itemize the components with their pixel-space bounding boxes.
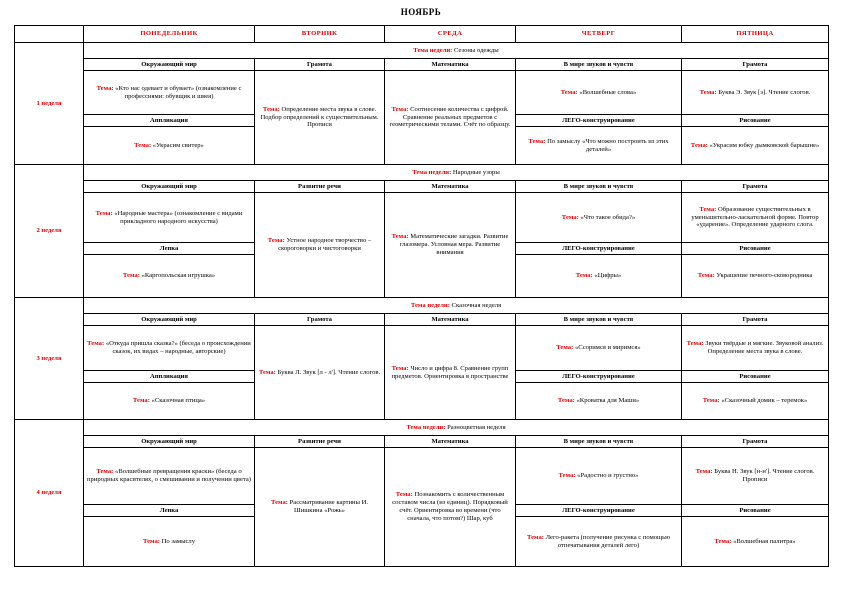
activity-text: Украшение печного-сковородника: [716, 272, 813, 280]
tema-label: Тема:: [95, 209, 113, 217]
wednesday-activity: [385, 448, 516, 567]
activity-text: «Волшебные слова»: [579, 88, 637, 96]
activity-text: «Откуда пришла сказка?» (беседа о происхождении сказок, их видах – народные, авторские): [105, 340, 251, 355]
week-topic: [84, 43, 829, 59]
tema-label: Тема:: [695, 468, 713, 476]
activity-text: «Украсим юбку дымковской барышне»: [709, 141, 820, 149]
subject-header: В мире звуков и чувств: [516, 314, 682, 326]
friday-second-activity: [682, 127, 829, 165]
week-topic-row: [15, 165, 829, 181]
activity-text: Образование существительных в уменьшительно-ласкательной форме. Повтор «ударение». Определение ударного слога.: [691, 205, 819, 229]
activity-text: Буква Н. Звук [н-н']. Чтение слогов. Прописи: [714, 468, 815, 483]
thursday-activity: [516, 448, 682, 505]
subject-header: Математика: [385, 436, 516, 448]
tema-label: Тема:: [556, 344, 574, 352]
tema-label: Тема:: [262, 105, 280, 113]
activity-text: «Сказочный домик – теремок»: [721, 397, 808, 405]
tema-label: Тема:: [526, 533, 544, 541]
tema-label: Тема:: [686, 340, 704, 348]
activity-text: «Каргопольская игрушка»: [141, 272, 216, 280]
friday-activity: [682, 448, 829, 505]
week-topic-label: Тема недели:: [410, 301, 450, 309]
tuesday-activity: [255, 448, 385, 567]
monday-second-subject: Аппликация: [84, 371, 255, 383]
thursday-activity: [516, 326, 682, 371]
activity-text: «Ссоримся и миримся»: [574, 344, 641, 352]
tema-label: Тема:: [575, 272, 593, 280]
activity-text: Звуки твёрдые и мягкие. Звуковой анализ. Определение места звука в слове.: [705, 340, 824, 355]
subject-header: Грамота: [255, 59, 385, 71]
week-topic-text: Разноцветная неделя: [447, 423, 506, 431]
week-topic-row: [15, 43, 829, 59]
friday-second-activity: [682, 517, 829, 567]
tema-label: Тема:: [391, 105, 409, 113]
week-topic-label: Тема недели:: [406, 423, 446, 431]
tema-label: Тема:: [699, 205, 717, 213]
activity-text: Рассматривание картины И. Шишкина «Рожь»: [289, 499, 369, 514]
wednesday-activity: [385, 326, 516, 420]
day-header: СРЕДА: [385, 26, 516, 43]
activity-text: «Цифры»: [594, 272, 622, 280]
subject-header: Грамота: [682, 314, 829, 326]
activity-text: По замыслу: [161, 537, 196, 545]
week-topic: [84, 165, 829, 181]
subject-header: Окружающий мир: [84, 314, 255, 326]
subject-header: В мире звуков и чувств: [516, 436, 682, 448]
friday-activity: [682, 193, 829, 243]
tema-label: Тема:: [134, 141, 152, 149]
thursday-second-subject: ЛЕГО-конструирование: [516, 371, 682, 383]
activity-text: Буква Э. Звук [э]. Чтение слогов.: [718, 88, 811, 96]
subject-header: Грамота: [682, 59, 829, 71]
day-header: ВТОРНИК: [255, 26, 385, 43]
week-label: 1 неделя: [15, 43, 84, 165]
subject-header: Развитие речи: [255, 436, 385, 448]
activity-text: «Украсим свитер»: [152, 141, 204, 149]
days-header-row: [15, 26, 829, 43]
subject-header: Грамота: [682, 436, 829, 448]
monday-second-activity: [84, 383, 255, 420]
activity-row: [15, 71, 829, 115]
activity-text: Математические загадки. Развитие глазомера. Условная мера. Развитие внимания: [399, 233, 509, 256]
subject-header-row: [15, 59, 829, 71]
tema-label: Тема:: [560, 88, 578, 96]
month-title: НОЯБРЬ: [400, 7, 442, 17]
subject-header: Окружающий мир: [84, 436, 255, 448]
week-topic-label: Тема недели:: [412, 168, 452, 176]
tuesday-activity: [255, 193, 385, 298]
tema-label: Тема:: [395, 491, 413, 499]
week-label: 4 неделя: [15, 420, 84, 567]
activity-text: «Народные мастера» (ознакомление с видами прикладного народного искусства): [114, 209, 243, 225]
activity-text: «Кроватка для Маши»: [576, 397, 640, 405]
tema-label: Тема:: [391, 364, 409, 372]
tema-label: Тема:: [87, 340, 105, 348]
friday-second-subject: Рисование: [682, 371, 829, 383]
tema-label: Тема:: [697, 272, 715, 280]
monday-activity: [84, 448, 255, 505]
monday-second-subject: Аппликация: [84, 115, 255, 127]
tema-label: Тема:: [391, 233, 409, 241]
subject-header-row: [15, 436, 829, 448]
activity-text: Познакомить с количественным составом числа (из единиц). Порядковый счёт. Ориентировка во времени (что сначала, что потом?) Шар, куб: [392, 491, 508, 522]
thursday-second-activity: [516, 517, 682, 567]
activity-text: «Волшебная палитра»: [733, 537, 796, 545]
activity-text: «Радостно и грустно»: [577, 472, 639, 480]
tema-label: Тема:: [690, 141, 708, 149]
tema-label: Тема:: [561, 213, 579, 221]
subject-header: Окружающий мир: [84, 59, 255, 71]
week-topic: [84, 420, 829, 436]
monday-second-subject: Лепка: [84, 243, 255, 255]
activity-text: «Волшебные превращения краски» (беседа о природных красителях, о смешивании и получении цвета): [87, 468, 251, 483]
thursday-second-activity: [516, 383, 682, 420]
subject-header: Математика: [385, 181, 516, 193]
tema-label: Тема:: [96, 468, 114, 476]
week-topic-row: [15, 420, 829, 436]
tema-label: Тема:: [258, 368, 276, 376]
thursday-second-subject: ЛЕГО-конструирование: [516, 115, 682, 127]
subject-header-row: [15, 181, 829, 193]
monday-second-activity: [84, 517, 255, 567]
monday-activity: [84, 71, 255, 115]
subject-header: Математика: [385, 314, 516, 326]
friday-second-subject: Рисование: [682, 115, 829, 127]
activity-text: Соотнесение количества с цифрой. Сравнение реальных предметов с геометрическими телами. Счёт по образцу.: [389, 105, 511, 129]
tuesday-activity: [255, 71, 385, 165]
weekly-plan-table: [14, 25, 829, 567]
week-topic: [84, 298, 829, 314]
friday-second-activity: [682, 383, 829, 420]
monday-second-activity: [84, 127, 255, 165]
activity-text: Число и цифра 8. Сравнение групп предметов. Ориентировка в пространстве: [391, 364, 509, 380]
tema-label: Тема:: [142, 537, 160, 545]
thursday-second-activity: [516, 127, 682, 165]
subject-header: Развитие речи: [255, 181, 385, 193]
week-label: 3 неделя: [15, 298, 84, 420]
activity-row: [15, 326, 829, 371]
thursday-second-activity: [516, 255, 682, 298]
tema-label: Тема:: [132, 397, 150, 405]
monday-second-activity: [84, 255, 255, 298]
activity-text: «Сказочная птица»: [151, 397, 206, 405]
subject-header: Грамота: [682, 181, 829, 193]
subject-header: Окружающий мир: [84, 181, 255, 193]
activity-text: По замыслу «Что можно построить из этих деталей»: [547, 137, 669, 153]
week-topic-text: Сезоны одежды: [454, 46, 499, 54]
activity-text: Устное народное творчество – скороговорки и чистоговорки: [278, 237, 372, 252]
week-topic-label: Тема недели:: [413, 46, 453, 54]
wednesday-activity: [385, 193, 516, 298]
tema-label: Тема:: [270, 499, 288, 507]
activity-text: Буква Л. Звук [л - л']. Чтение слогов.: [277, 368, 381, 376]
week-topic-text: Народные узоры: [452, 168, 500, 176]
tema-label: Тема:: [714, 537, 732, 545]
subject-header: Грамота: [255, 314, 385, 326]
monday-second-subject: Лепка: [84, 505, 255, 517]
week-topic-row: [15, 298, 829, 314]
friday-second-activity: [682, 255, 829, 298]
wednesday-activity: [385, 71, 516, 165]
week-topic-text: Сказочная неделя: [451, 301, 502, 309]
activity-text: «Что такое обида?»: [580, 213, 636, 221]
day-header: ПОНЕДЕЛЬНИК: [84, 26, 255, 43]
day-header: ПЯТНИЦА: [682, 26, 829, 43]
tema-label: Тема:: [96, 84, 114, 92]
activity-text: Лего-ракета (получение рисунка с помощью отпечатывания деталей лего): [545, 533, 671, 549]
week-label: 2 неделя: [15, 165, 84, 298]
monday-activity: [84, 193, 255, 243]
monday-activity: [84, 326, 255, 371]
thursday-activity: [516, 193, 682, 243]
thursday-second-subject: ЛЕГО-конструирование: [516, 505, 682, 517]
friday-second-subject: Рисование: [682, 243, 829, 255]
activity-row: [15, 193, 829, 243]
thursday-activity: [516, 71, 682, 115]
corner-cell: [15, 26, 84, 43]
tema-label: Тема:: [557, 397, 575, 405]
tema-label: Тема:: [122, 272, 140, 280]
activity-text: «Кто нас одевает и обувает» (ознакомление с профессиями: обувщик и швея): [115, 84, 242, 100]
tema-label: Тема:: [558, 472, 576, 480]
tema-label: Тема:: [267, 237, 285, 245]
tema-label: Тема:: [699, 88, 717, 96]
tema-label: Тема:: [702, 397, 720, 405]
subject-header: В мире звуков и чувств: [516, 59, 682, 71]
friday-activity: [682, 326, 829, 371]
subject-header-row: [15, 314, 829, 326]
subject-header: В мире звуков и чувств: [516, 181, 682, 193]
friday-activity: [682, 71, 829, 115]
friday-second-subject: Рисование: [682, 505, 829, 517]
tema-label: Тема:: [528, 137, 546, 145]
tuesday-activity: [255, 326, 385, 420]
day-header: ЧЕТВЕРГ: [516, 26, 682, 43]
subject-header: Математика: [385, 59, 516, 71]
thursday-second-subject: ЛЕГО-конструирование: [516, 243, 682, 255]
activity-row: [15, 448, 829, 505]
activity-text: Определение места звука в слове. Подбор определений к существительным. Прописи: [260, 105, 379, 129]
